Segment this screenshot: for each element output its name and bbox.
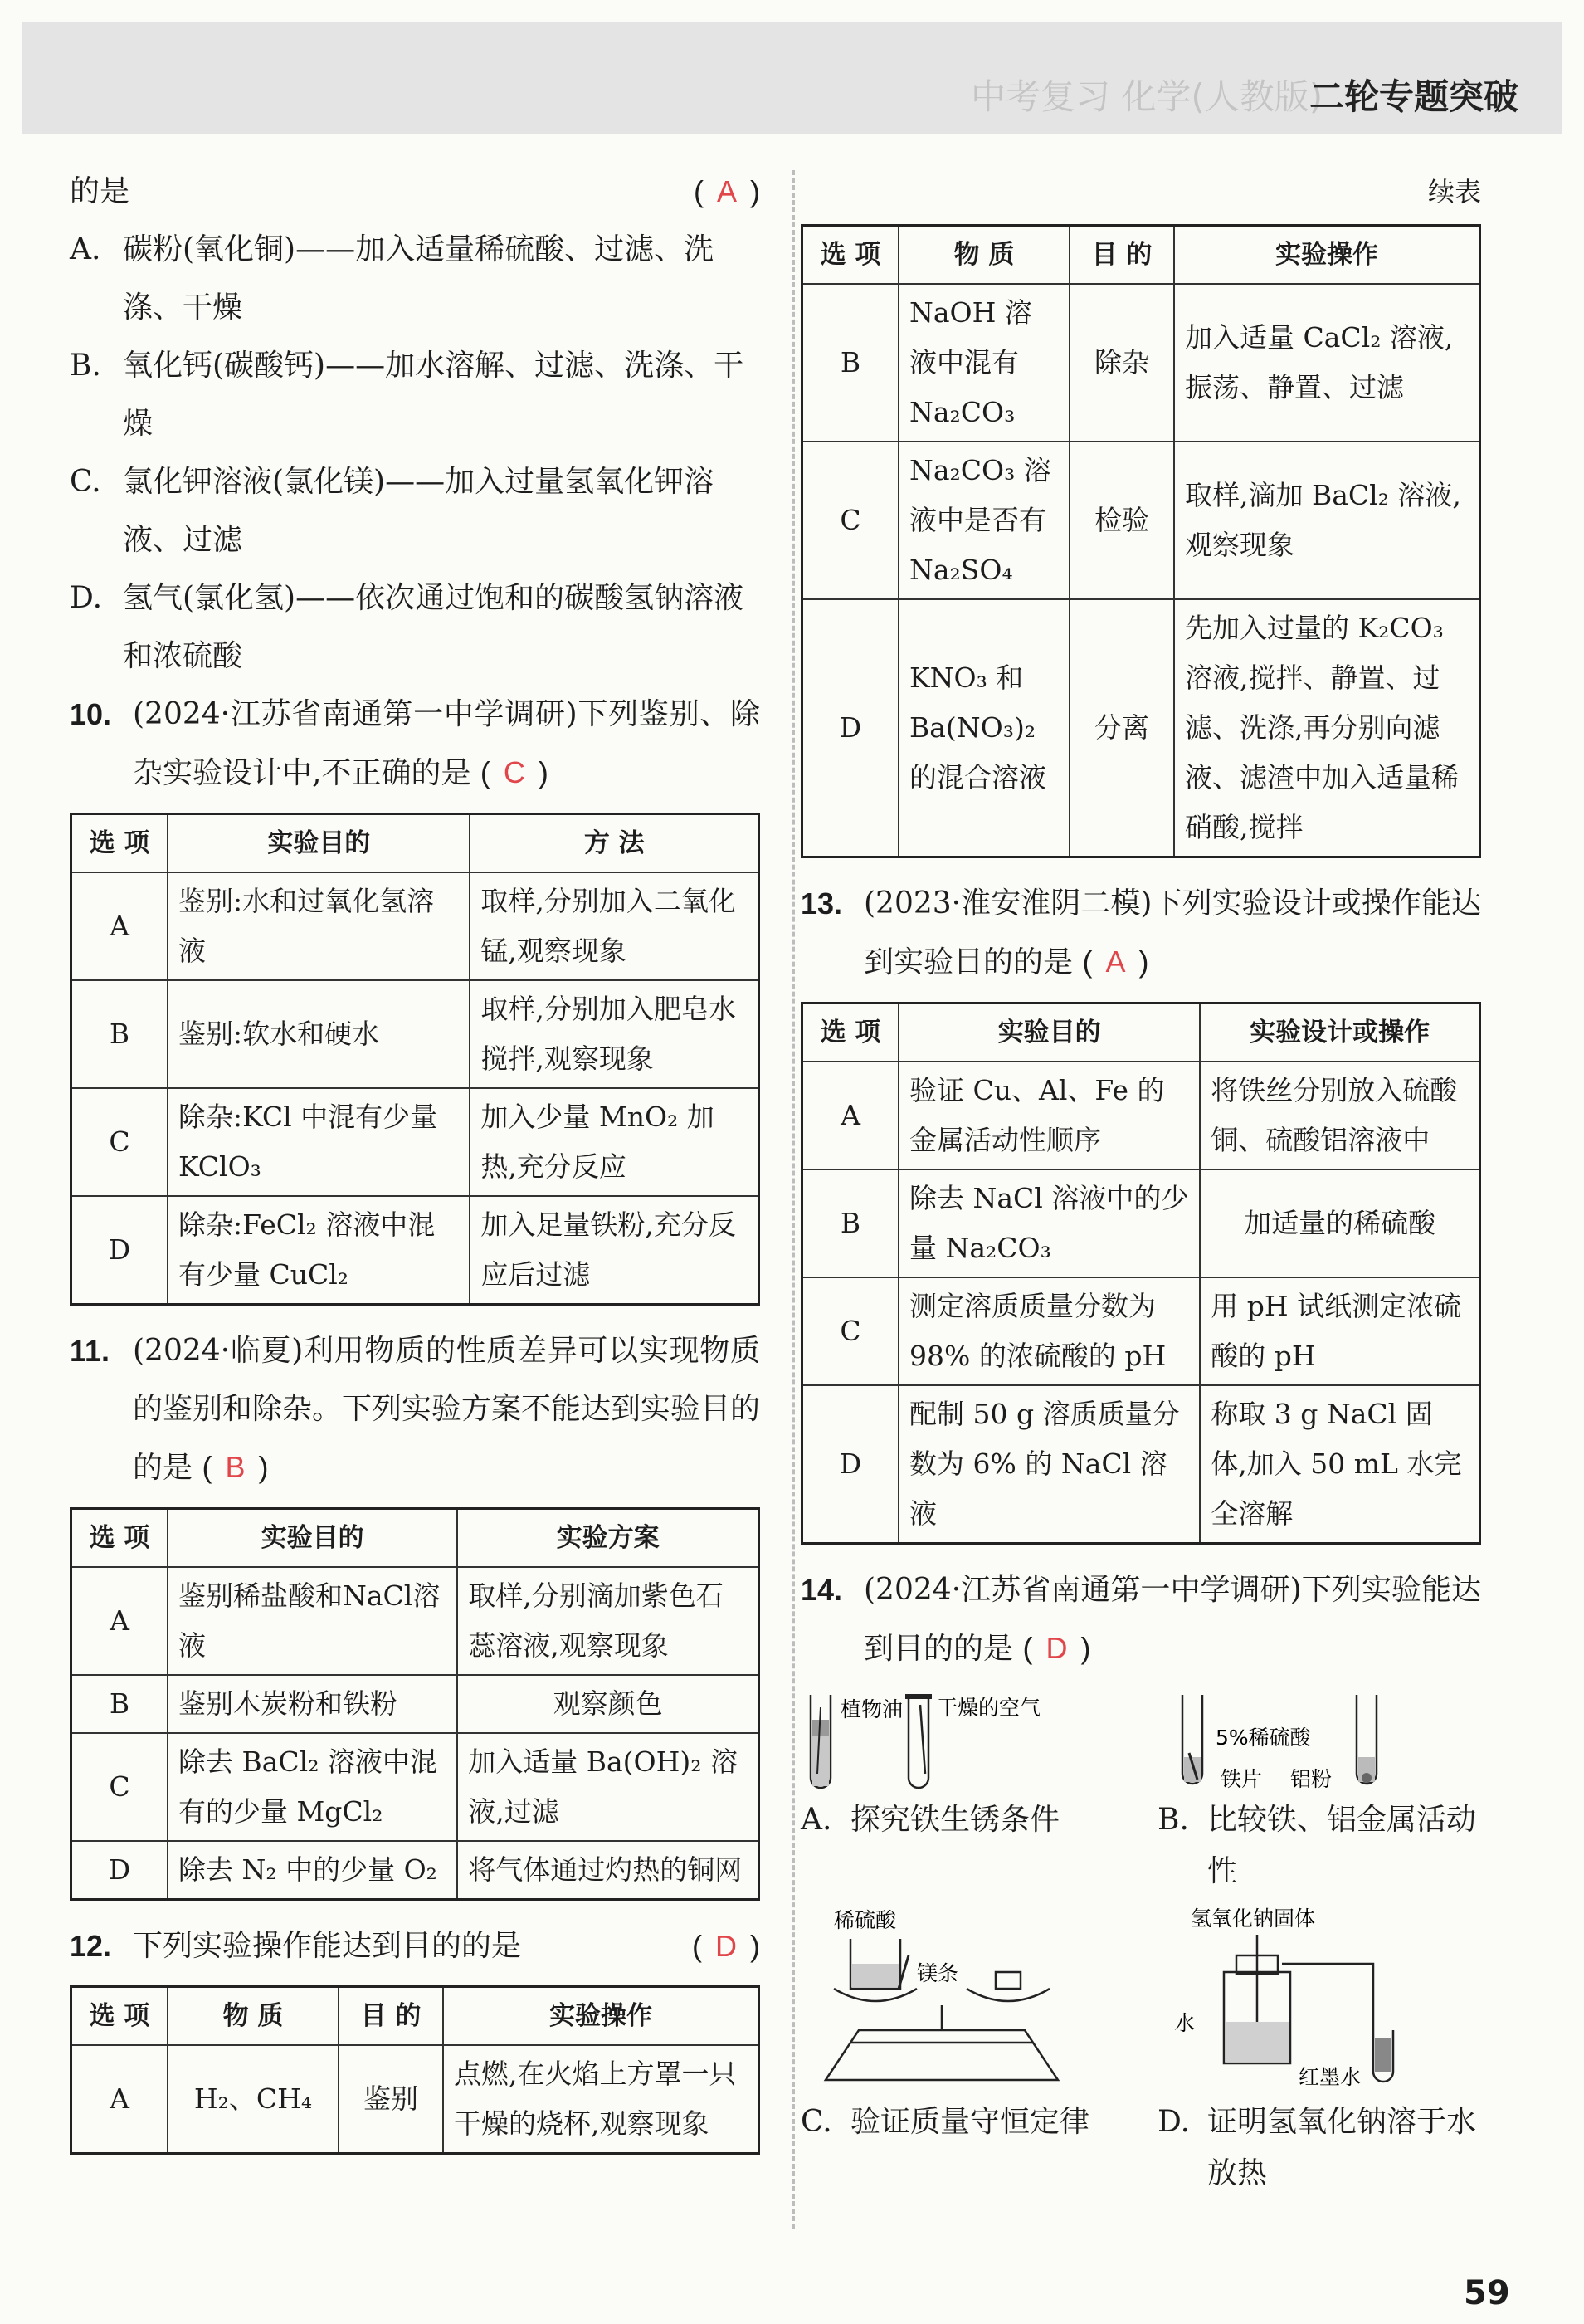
figure-d-note: 红墨水 [1299, 2065, 1362, 2089]
figure-b [1158, 1687, 1481, 1897]
figure-d-note: 水 [1174, 2011, 1196, 2035]
figure-b-note: 铝粉 [1290, 1767, 1333, 1791]
figure-a-caption: A. 探究铁生锈条件 [801, 1803, 1060, 1837]
figure-c [801, 1906, 1124, 2200]
left-column [70, 163, 760, 2171]
q12-table-continued: 选 项 物 质 目 的 实验操作 B NaOH 溶液中混有 Na₂CO₃ 除杂 加入适量 CaCl₂ 溶液,振荡、静置、过滤 C Na₂CO₃ 溶液中是否有 Na₂SO₄ 检验 取样,滴加 BaCl₂ 溶液,观察现象 D KNO₃ 和 Ba(NO₃)₂ 的混合溶液 分离 先加入过量的 K₂CO₃ 溶液,搅拌、静置、过滤、洗涤,再分别向滤液、滤渣中加入适量稀硝酸,搅拌 [801, 224, 1481, 858]
q9-stem-end: 的是 ( A ) [70, 163, 760, 221]
table-row: C 除去 BaCl₂ 溶液中混有的少量 MgCl₂ 加入适量 Ba(OH)₂ 溶液,过滤 [71, 1733, 759, 1841]
table-row: B NaOH 溶液中混有 Na₂CO₃ 除杂 加入适量 CaCl₂ 溶液,振荡、静置、过滤 [802, 284, 1480, 442]
q12-stem: 12. 下列实验操作能达到目的的是 ( D ) [70, 1917, 760, 1975]
q11-table: 选 项 实验目的 实验方案 A 鉴别稀盐酸和NaCl溶液 取样,分别滴加紫色石蕊溶液,观察现象 B 鉴别木炭粉和铁粉 观察颜色 C 除去 BaCl₂ 溶液中混有的少量 MgCl₂ 加入适量 Ba(OH)₂ 溶液,过滤 D 除去 N₂ 中的少量 O₂ 将气体通过灼热的铜网 [70, 1507, 760, 1901]
figure-a-note: 植物油 [841, 1697, 904, 1721]
q11-stem: 11. (2024·临夏)利用物质的性质差异可以实现物质的鉴别和除杂。下列实验方案不能达到实验目的的是 ( B ) [70, 1334, 761, 1485]
table-row: C 测定溶质质量分数为 98% 的浓硫酸的 pH 用 pH 试纸测定浓硫酸的 pH [802, 1277, 1480, 1385]
table-row: A 验证 Cu、Al、Fe 的金属活动性顺序 将铁丝分别放入硫酸铜、硫酸铝溶液中 [802, 1062, 1480, 1169]
figure-a-note: 干燥的空气 [937, 1696, 1041, 1720]
table-row: C 除杂:KCl 中混有少量 KClO₃ 加入少量 MnO₂ 加热,充分反应 [71, 1088, 759, 1196]
page-number: 59 [1464, 2274, 1510, 2312]
figure-c-note: 稀硫酸 [834, 1908, 897, 1932]
table-row: B 鉴别木炭粉和铁粉 观察颜色 [71, 1675, 759, 1733]
q13-table: 选 项 实验目的 实验设计或操作 A 验证 Cu、Al、Fe 的金属活动性顺序 将铁丝分别放入硫酸铜、硫酸铝溶液中 B 除去 NaCl 溶液中的少量 Na₂CO₃ 加适量的稀硫酸 C 测定溶质质量分数为 98% 的浓硫酸的 pH 用 pH 试纸测定浓硫酸的 pH D 配制 50 g 溶质质量分数为 6% 的 NaCl 溶液 称取 3 g NaCl 固体,加入 50 mL 水完全溶解 [801, 1002, 1481, 1545]
figure-b-note: 铁片 [1221, 1767, 1263, 1791]
table-row: A 鉴别稀盐酸和NaCl溶液 取样,分别滴加紫色石蕊溶液,观察现象 [71, 1567, 759, 1675]
q11-answer: ( B ) [202, 1450, 269, 1484]
table-row: D 配制 50 g 溶质质量分数为 6% 的 NaCl 溶液 称取 3 g NaCl 固体,加入 50 mL 水完全溶解 [802, 1385, 1480, 1544]
q9-option: D. 氢气(氯化氢)——依次通过饱和的碳酸氢钠溶液和浓硫酸 [70, 581, 744, 673]
q9-option: B. 氧化钙(碳酸钙)——加水溶解、过滤、洗涤、干燥 [70, 349, 744, 441]
dissolution-heat-diagram [1158, 1906, 1473, 2097]
table-row: C Na₂CO₃ 溶液中是否有 Na₂SO₄ 检验 取样,滴加 BaCl₂ 溶液,观察现象 [802, 442, 1480, 599]
rust-experiment-diagram [801, 1687, 1116, 1794]
q9-option: C. 氯化钾溶液(氯化镁)——加入过量氢氧化钾溶液、过滤 [70, 465, 714, 557]
q13-stem: 13. (2023·淮安淮阴二模)下列实验设计或操作能达到实验目的的是 ( A ) [801, 886, 1481, 979]
table-row: A 鉴别:水和过氧化氢溶液 取样,分别加入二氧化锰,观察现象 [71, 872, 759, 980]
q14-figures [801, 1687, 1481, 2200]
header-series-text: 中考复习 化学(人教版) [971, 76, 1323, 117]
q9-answer: ( A ) [693, 174, 760, 208]
figure-b-note: 5%稀硫酸 [1216, 1726, 1311, 1750]
table-row: D 除去 N₂ 中的少量 O₂ 将气体通过灼热的铜网 [71, 1841, 759, 1900]
figure-d-caption: D. 证明氢氧化钠溶于水放热 [1158, 2105, 1477, 2190]
q14-stem: 14. (2024·江苏省南通第一中学调研)下列实验能达到目的的是 ( D ) [801, 1573, 1481, 1666]
figure-c-note: 镁条 [917, 1961, 959, 1985]
continued-label: 续表 [1427, 176, 1481, 208]
q10-stem: 10. (2024·江苏省南通第一中学调研)下列鉴别、除杂实验设计中,不正确的是 ( C ) [70, 697, 760, 790]
figure-d [1158, 1906, 1481, 2200]
header-title: 二轮专题突破 [1309, 76, 1519, 117]
q13-answer: ( A ) [1082, 945, 1149, 979]
q12-answer: ( D ) [692, 1929, 760, 1963]
figure-a [801, 1687, 1124, 1897]
balance-diagram [801, 1906, 1116, 2097]
figure-b-caption: B. 比较铁、铝金属活动性 [1158, 1803, 1477, 1888]
figure-c-caption: C. 验证质量守恒定律 [801, 2105, 1090, 2139]
table-row: A H₂、CH₄ 鉴别 点燃,在火焰上方罩一只干燥的烧杯,观察现象 [71, 2045, 759, 2154]
metal-activity-diagram [1158, 1687, 1473, 1794]
right-column [801, 163, 1481, 2200]
q12-table: 选 项 物 质 目 的 实验操作 A H₂、CH₄ 鉴别 点燃,在火焰上方罩一只干燥的烧杯,观察现象 [70, 1985, 760, 2155]
table-row: D KNO₃ 和 Ba(NO₃)₂ 的混合溶液 分离 先加入过量的 K₂CO₃ 溶液,搅拌、静置、过滤、洗涤,再分别向滤液、滤渣中加入适量稀硝酸,搅拌 [802, 599, 1480, 857]
column-divider [792, 170, 795, 2229]
table-row: D 除杂:FeCl₂ 溶液中混有少量 CuCl₂ 加入足量铁粉,充分反应后过滤 [71, 1196, 759, 1305]
q9-option: A. 碳粉(氧化铜)——加入适量稀硫酸、过滤、洗涤、干燥 [70, 232, 714, 325]
q10-table: 选 项 实验目的 方 法 A 鉴别:水和过氧化氢溶液 取样,分别加入二氧化锰,观察现象 B 鉴别:软水和硬水 取样,分别加入肥皂水搅拌,观察现象 C 除杂:KCl 中混有少量 KClO₃ 加入少量 MnO₂ 加热,充分反应 D 除杂:FeCl₂ 溶液中混有少量 CuCl₂ 加入足量铁粉,充分反应后过滤 [70, 813, 760, 1306]
table-row: B 除去 NaCl 溶液中的少量 Na₂CO₃ 加适量的稀硫酸 [802, 1169, 1480, 1277]
table-row: B 鉴别:软水和硬水 取样,分别加入肥皂水搅拌,观察现象 [71, 980, 759, 1088]
q10-answer: ( C ) [480, 755, 548, 789]
figure-d-note: 氢氧化钠固体 [1191, 1907, 1316, 1931]
q14-answer: ( D ) [1022, 1631, 1091, 1665]
